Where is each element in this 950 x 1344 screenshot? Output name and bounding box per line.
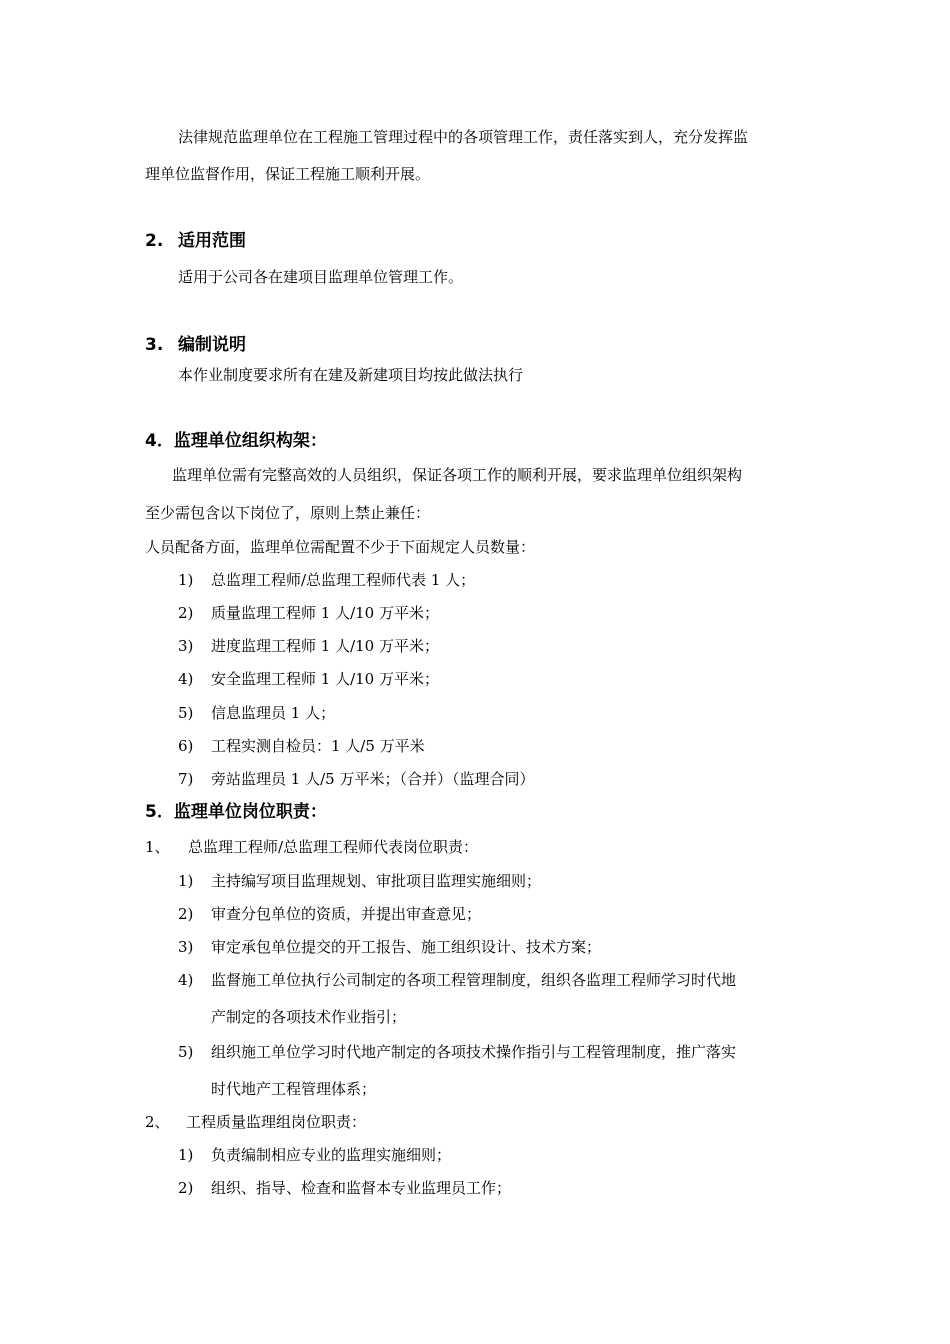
section-2-title: 适用范围 bbox=[178, 231, 246, 251]
list-item: 监督施工单位执行公司制定的各项工程管理制度，组织各监理工程师学习时代地 bbox=[211, 971, 737, 989]
section-3-title: 编制说明 bbox=[178, 335, 246, 355]
section-3-number: 3. bbox=[145, 335, 164, 355]
list-item: 总监理工程师/总监理工程师代表 1 人； bbox=[211, 571, 476, 589]
list-item-number: 4) bbox=[178, 971, 194, 989]
list-item: 质量监理工程师 1 人/10 万平米； bbox=[211, 604, 439, 622]
section-4-paragraph-line-1: 监理单位需有完整高效的人员组织，保证各项工作的顺利开展，要求监理单位组织架构 bbox=[172, 466, 743, 484]
list-item: 信息监理员 1 人； bbox=[211, 704, 336, 722]
subsection-2-number: 2、 bbox=[145, 1113, 170, 1131]
list-item: 审定承包单位提交的开工报告、施工组织设计、技术方案； bbox=[211, 938, 602, 956]
intro-line-1: 法律规范监理单位在工程施工管理过程中的各项管理工作，责任落实到人，充分发挥监 bbox=[178, 128, 749, 146]
section-5-heading: 5．监理单位岗位职责： bbox=[145, 802, 327, 822]
subsection-1-number: 1、 bbox=[145, 838, 170, 856]
list-item-number: 2) bbox=[178, 905, 194, 923]
list-item-number: 5) bbox=[178, 1043, 194, 1061]
section-2-body: 适用于公司各在建项目监理单位管理工作。 bbox=[178, 268, 464, 286]
list-item-continuation: 产制定的各项技术作业指引； bbox=[211, 1008, 407, 1026]
section-4-paragraph-line-2: 至少需包含以下岗位了，原则上禁止兼任： bbox=[145, 504, 431, 522]
list-item-number: 1) bbox=[178, 571, 194, 589]
list-item: 审查分包单位的资质，并提出审查意见； bbox=[211, 905, 482, 923]
list-item-number: 6) bbox=[178, 737, 194, 755]
subsection-2-title: 工程质量监理组岗位职责： bbox=[186, 1113, 367, 1131]
list-item-number: 5) bbox=[178, 704, 194, 722]
section-2-number: 2. bbox=[145, 231, 164, 251]
list-item-number: 3) bbox=[178, 637, 194, 655]
section-4-heading: 4．监理单位组织构架： bbox=[145, 431, 327, 451]
list-item-number: 4) bbox=[178, 670, 194, 688]
list-item-continuation: 时代地产工程管理体系； bbox=[211, 1080, 377, 1098]
section-3-body: 本作业制度要求所有在建及新建项目均按此做法执行 bbox=[178, 366, 524, 384]
list-item: 工程实测自检员：1 人/5 万平米 bbox=[211, 737, 425, 755]
list-item-number: 1) bbox=[178, 872, 194, 890]
list-item-number: 2) bbox=[178, 604, 194, 622]
list-item-number: 2) bbox=[178, 1179, 194, 1197]
list-item: 组织施工单位学习时代地产制定的各项技术操作指引与工程管理制度，推广落实 bbox=[211, 1043, 737, 1061]
list-item: 主持编写项目监理规划、审批项目监理实施细则； bbox=[211, 872, 542, 890]
subsection-1-title: 总监理工程师/总监理工程师代表岗位职责： bbox=[188, 838, 479, 856]
list-item-number: 1) bbox=[178, 1146, 194, 1164]
list-item-number: 3) bbox=[178, 938, 194, 956]
list-item: 旁站监理员 1 人/5 万平米；（合并）（监理合同） bbox=[211, 770, 535, 788]
intro-line-2: 理单位监督作用，保证工程施工顺利开展。 bbox=[145, 165, 431, 183]
section-4-staffing-intro: 人员配备方面，监理单位需配置不少于下面规定人员数量： bbox=[145, 538, 536, 556]
list-item: 安全监理工程师 1 人/10 万平米； bbox=[211, 670, 439, 688]
list-item: 组织、指导、检查和监督本专业监理员工作； bbox=[211, 1179, 512, 1197]
list-item-number: 7) bbox=[178, 770, 194, 788]
list-item: 进度监理工程师 1 人/10 万平米； bbox=[211, 637, 439, 655]
list-item: 负责编制相应专业的监理实施细则； bbox=[211, 1146, 452, 1164]
